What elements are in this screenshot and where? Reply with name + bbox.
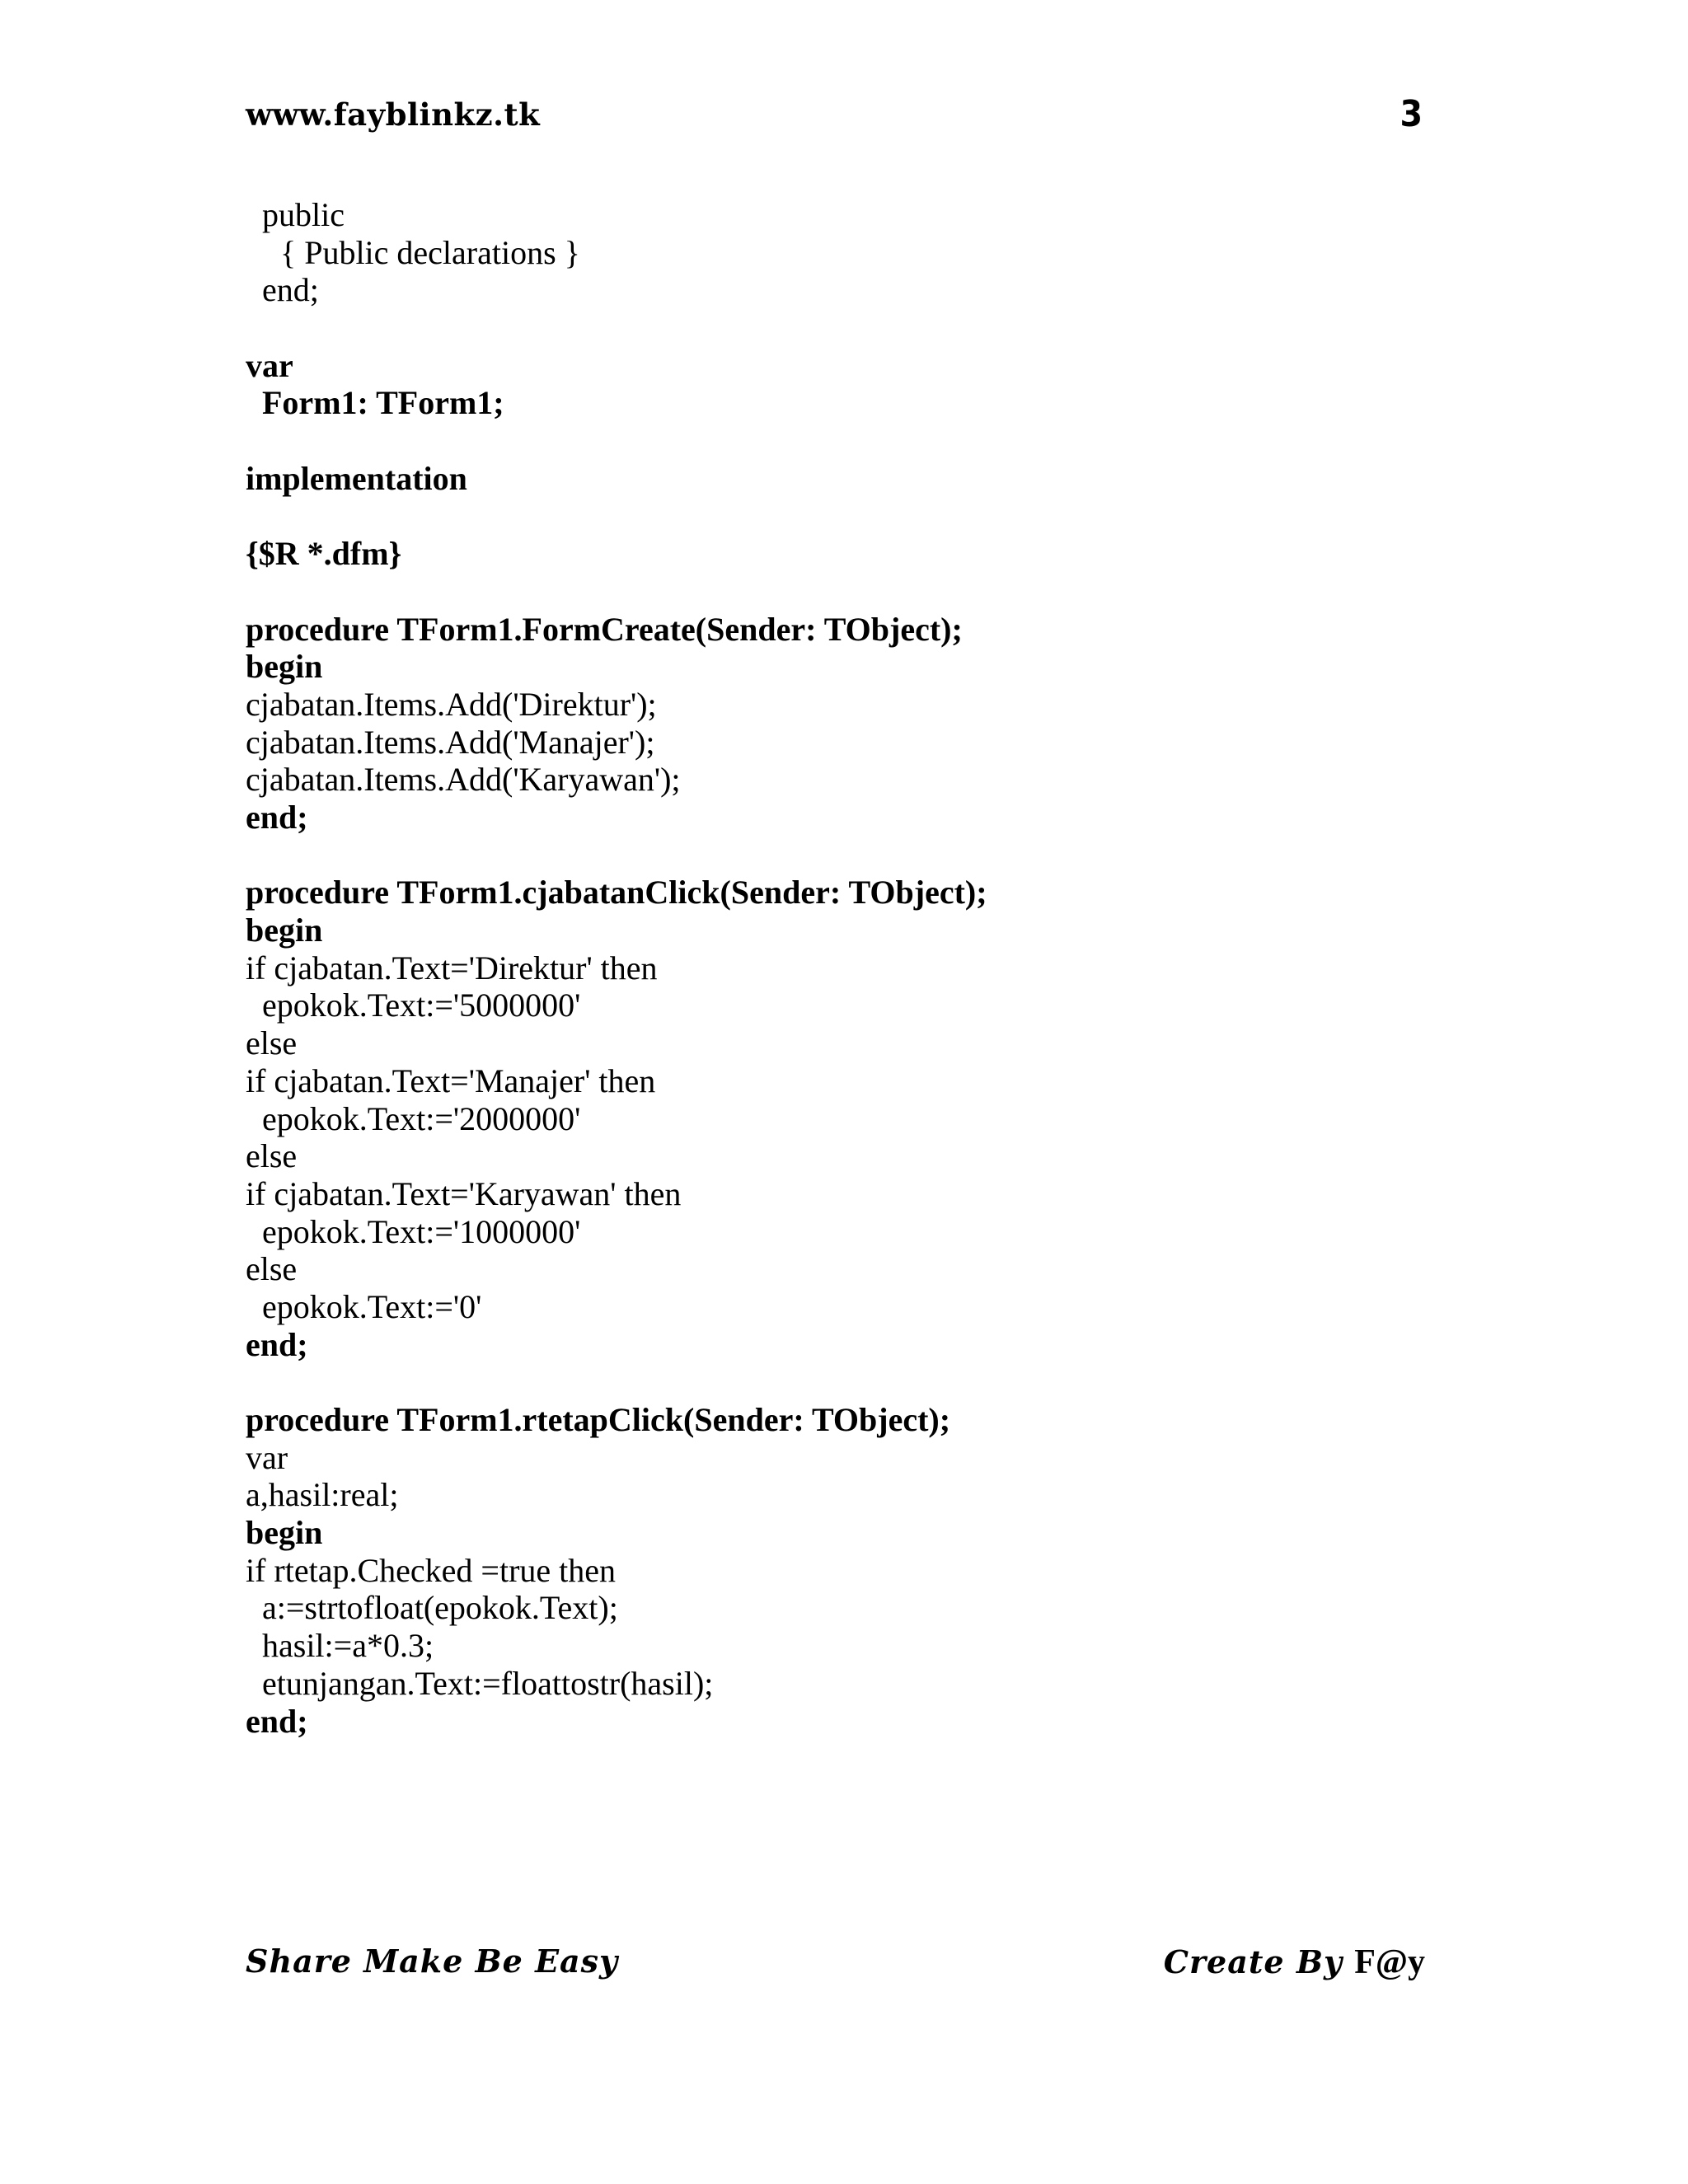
code-line: a,hasil:real; xyxy=(246,1476,399,1514)
code-line: Form1: TForm1; xyxy=(262,384,504,422)
code-line: var xyxy=(246,1438,288,1476)
code-line: procedure TForm1.cjabatanClick(Sender: TObject); xyxy=(246,874,987,912)
code-line: epokok.Text:='2000000' xyxy=(262,1099,581,1137)
code-listing xyxy=(246,196,1449,1740)
code-line: end; xyxy=(246,799,308,836)
footer-slogan: Share Make Be Easy xyxy=(246,1943,619,1980)
code-line: epokok.Text:='0' xyxy=(262,1287,482,1325)
code-line: begin xyxy=(246,912,323,949)
footer-credit-label: Create By xyxy=(1163,1943,1343,1980)
footer-credit xyxy=(1164,1943,1425,1982)
code-blank-line xyxy=(246,498,1449,536)
code-line: public xyxy=(262,196,345,233)
code-line: { Public declarations } xyxy=(280,233,580,271)
code-blank-line xyxy=(246,573,1449,611)
code-line: if cjabatan.Text='Direktur' then xyxy=(246,949,658,987)
code-blank-line xyxy=(246,309,1449,347)
code-line: else xyxy=(246,1024,298,1062)
header-site-url: www.fayblinkz.tk xyxy=(246,96,541,133)
code-line: epokok.Text:='5000000' xyxy=(262,987,581,1024)
code-line: begin xyxy=(246,1514,323,1552)
code-line: var xyxy=(246,346,293,384)
code-line: cjabatan.Items.Add('Manajer'); xyxy=(246,723,655,761)
code-line: procedure TForm1.rtetapClick(Sender: TObject); xyxy=(246,1401,951,1438)
code-line: procedure TForm1.FormCreate(Sender: TObject); xyxy=(246,610,963,648)
code-line: if rtetap.Checked =true then xyxy=(246,1551,617,1589)
code-line: begin xyxy=(246,648,323,686)
code-line: end; xyxy=(246,1702,308,1740)
code-line: if cjabatan.Text='Manajer' then xyxy=(246,1062,656,1099)
code-line: epokok.Text:='1000000' xyxy=(262,1212,581,1250)
code-line: else xyxy=(246,1137,298,1175)
page-number: 3 xyxy=(1400,93,1423,135)
code-line: cjabatan.Items.Add('Direktur'); xyxy=(246,685,657,723)
code-line: else xyxy=(246,1250,298,1288)
code-line: a:=strtofloat(epokok.Text); xyxy=(262,1589,618,1627)
code-blank-line xyxy=(246,422,1449,460)
code-blank-line xyxy=(246,1363,1449,1401)
code-blank-line xyxy=(246,837,1449,874)
code-line: etunjangan.Text:=floattostr(hasil); xyxy=(262,1664,714,1702)
code-line: {$R *.dfm} xyxy=(246,535,402,573)
code-line: end; xyxy=(262,271,319,309)
code-line: cjabatan.Items.Add('Karyawan'); xyxy=(246,761,681,799)
code-line: hasil:=a*0.3; xyxy=(262,1627,434,1665)
code-line: implementation xyxy=(246,459,467,497)
footer-credit-author: F@y xyxy=(1354,1943,1425,1981)
code-line: if cjabatan.Text='Karyawan' then xyxy=(246,1174,682,1212)
code-line: end; xyxy=(246,1325,308,1363)
